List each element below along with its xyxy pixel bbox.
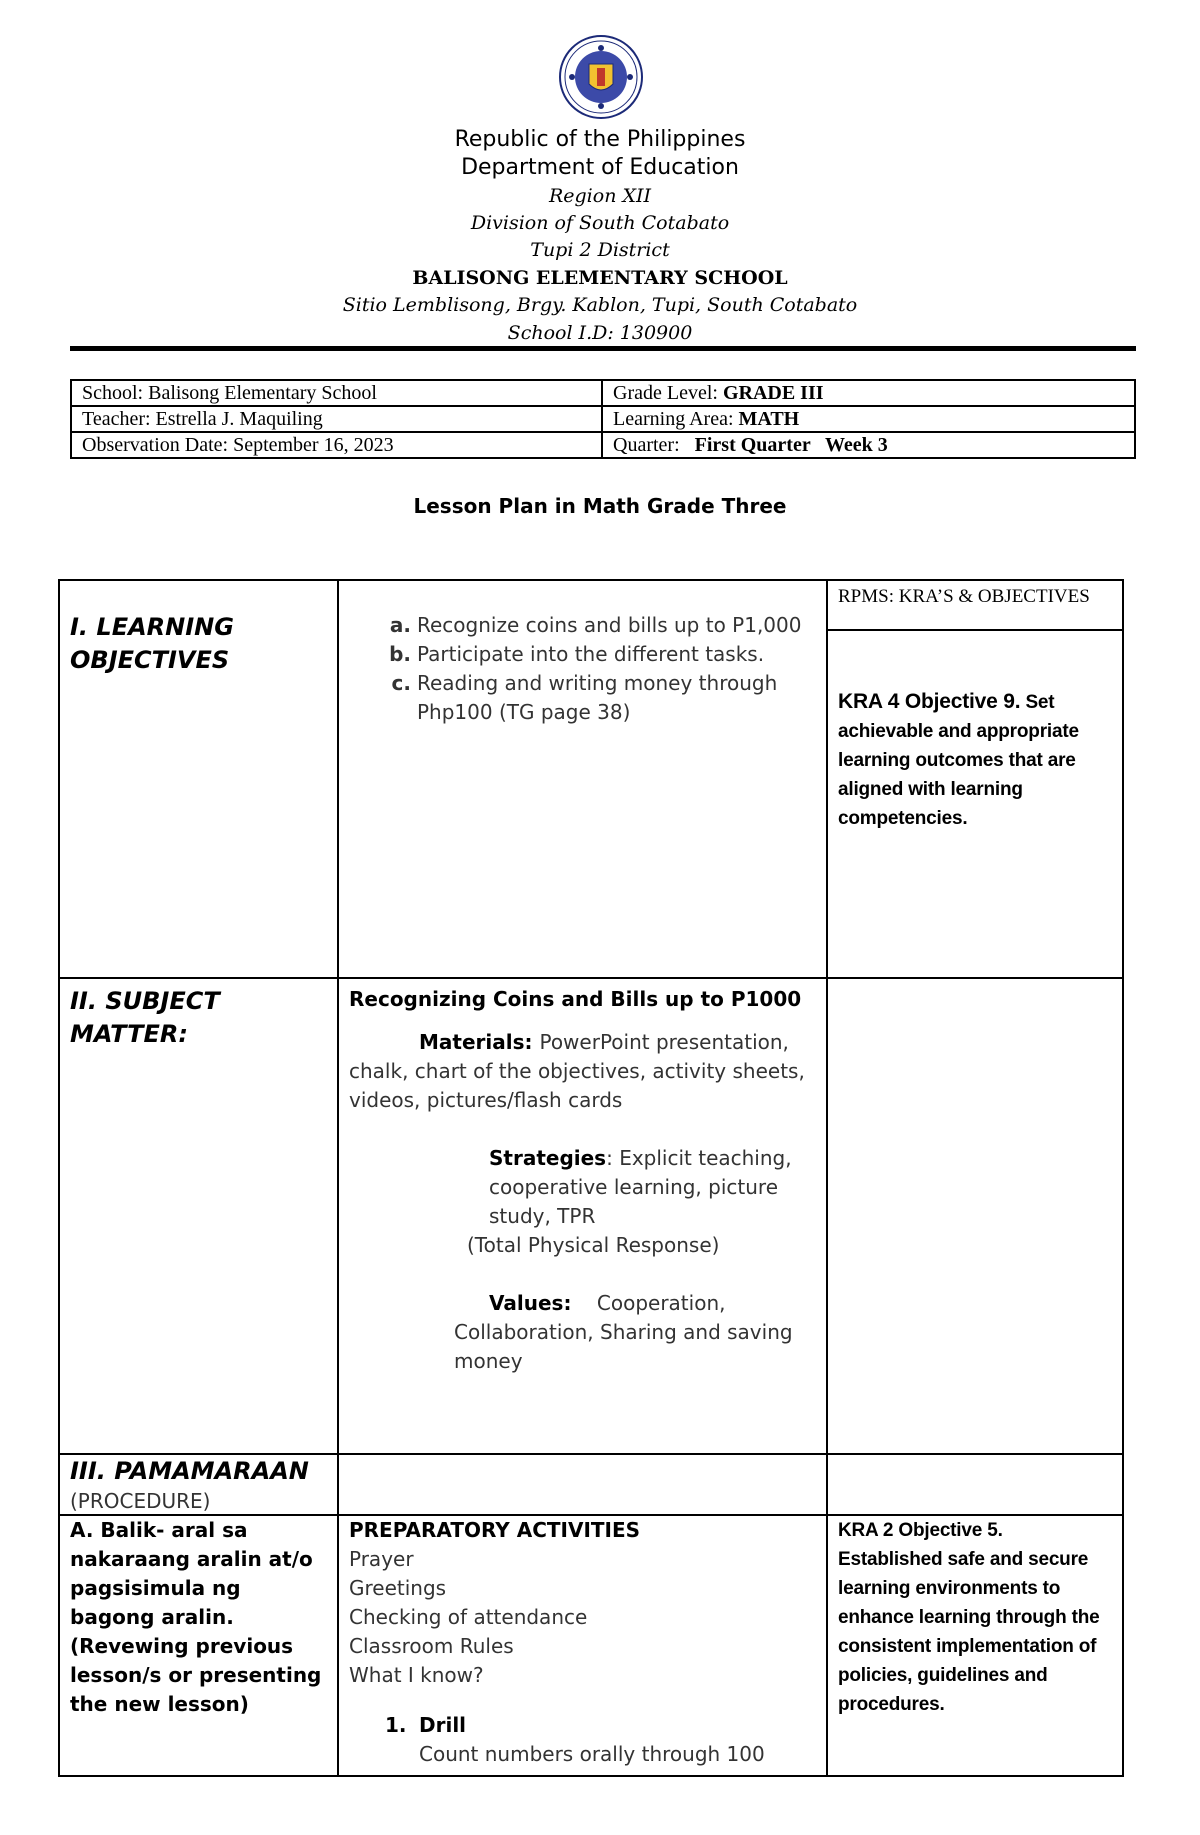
review-kra-body: Established safe and secure learning environments to enhance learning through the consistent implementation of policies, guidelines and procedures.	[838, 1549, 1100, 1715]
school-cell: School: Balisong Elementary School	[71, 380, 602, 406]
quarter-label: Quarter:	[613, 434, 695, 456]
rpms-heading-cell	[827, 580, 1123, 630]
grade-level-cell	[602, 380, 1135, 406]
review-kra-lead: KRA 2 Objective 5.	[838, 1520, 1003, 1541]
list-item-text: Reading and writing money through Php100 (TG page 38)	[417, 671, 778, 724]
strategies-note: (Total Physical Response)	[467, 1233, 720, 1257]
school-name: BALISONG ELEMENTARY SCHOOL	[412, 267, 788, 289]
subject-title: Recognizing Coins and Bills up to P1000	[349, 987, 802, 1011]
list-marker: a.	[389, 613, 411, 637]
review-kra-cell	[827, 1515, 1123, 1776]
plan-title: Lesson Plan in Math Grade Three	[413, 494, 787, 518]
review-label: A. Balik- aral sa nakaraang aralin at/o pagsisimula ng bagong aralin. (Revewing previous lesson/s or presenting the new lesson)	[70, 1518, 322, 1716]
subject-rpms-cell	[827, 978, 1123, 1454]
drill-marker: 1.	[385, 1713, 407, 1737]
rpms-heading: RPMS: KRA’S & OBJECTIVES	[838, 586, 1090, 607]
activity-item: Checking of attendance	[349, 1605, 588, 1629]
list-marker: c.	[391, 671, 411, 695]
activity-item: Greetings	[349, 1576, 447, 1600]
review-content-cell	[338, 1515, 827, 1776]
lesson-info-table	[70, 379, 1136, 459]
objectives-list-cell	[338, 580, 827, 978]
learning-area-cell	[602, 406, 1135, 432]
table-row	[71, 432, 1135, 458]
subject-heading: II. SUBJECT MATTER:	[70, 987, 220, 1048]
district-name: Tupi 2 District	[530, 239, 670, 261]
values-body: Cooperation, Collaboration, Sharing and saving money	[454, 1291, 793, 1373]
procedure-content-cell	[338, 1454, 827, 1515]
quarter-value: First Quarter Week 3	[694, 434, 888, 456]
list-item-text: Recognize coins and bills up to P1,000	[417, 613, 802, 637]
activity-item: What I know?	[349, 1663, 484, 1687]
activity-item: Classroom Rules	[349, 1634, 514, 1658]
list-item	[385, 640, 816, 669]
school-id: School I.D: 130900	[507, 322, 693, 344]
table-row	[59, 978, 1123, 1454]
procedure-heading: III. PAMAMARAAN	[70, 1457, 309, 1485]
department-name: Department of Education	[461, 155, 739, 180]
drill-title: Drill	[419, 1713, 467, 1737]
list-item-text: Participate into the different tasks.	[417, 642, 765, 666]
drill-text: Count numbers orally through 100	[419, 1742, 765, 1766]
division-name: Division of South Cotabato	[470, 212, 730, 234]
table-row	[59, 1515, 1123, 1776]
values-label: Values:	[489, 1291, 572, 1315]
kra-objective-cell	[827, 630, 1123, 978]
table-row	[59, 1454, 1123, 1515]
grade-level-label: Grade Level:	[613, 382, 723, 404]
learning-area-value: MATH	[738, 408, 800, 430]
strategies-text	[349, 1144, 816, 1231]
observation-date-cell: Observation Date: September 16, 2023	[71, 432, 602, 458]
preparatory-title: PREPARATORY ACTIVITIES	[349, 1518, 641, 1542]
list-item	[385, 669, 816, 727]
table-row	[59, 580, 1123, 630]
deped-seal-icon	[558, 34, 644, 120]
strategies-body: : Explicit teaching, cooperative learning, picture study, TPR	[489, 1146, 792, 1228]
kra-objective-body: Set achievable and appropriate learning outcomes that are aligned with learning competencies.	[838, 692, 1079, 829]
teacher-cell: Teacher: Estrella J. Maquiling	[71, 406, 602, 432]
kra-objective-lead: KRA 4 Objective 9.	[838, 690, 1021, 713]
strategies-label: Strategies	[489, 1146, 607, 1170]
materials-text	[279, 1028, 816, 1115]
values-text	[349, 1289, 816, 1376]
school-address: Sitio Lemblisong, Brgy. Kablon, Tupi, South Cotabato	[342, 294, 858, 316]
procedure-subheading: (PROCEDURE)	[70, 1489, 211, 1513]
country-name: Republic of the Philippines	[454, 127, 746, 152]
materials-body: PowerPoint presentation, chalk, chart of the objectives, activity sheets, videos, pictures/flash cards	[349, 1030, 805, 1112]
kra-objective-text	[838, 687, 1112, 833]
procedure-heading-cell	[59, 1454, 338, 1515]
grade-level-value: GRADE III	[722, 382, 824, 404]
drill-item	[349, 1711, 816, 1769]
quarter-cell	[602, 432, 1135, 458]
list-marker: b.	[389, 642, 411, 666]
header-divider	[70, 346, 1136, 351]
objectives-heading-cell	[59, 580, 338, 978]
procedure-rpms-cell	[827, 1454, 1123, 1515]
list-item	[385, 611, 816, 640]
activity-item: Prayer	[349, 1547, 414, 1571]
region-name: Region XII	[548, 185, 652, 207]
objectives-list	[385, 611, 816, 727]
table-row	[71, 380, 1135, 406]
subject-content-cell	[338, 978, 827, 1454]
review-kra-text	[838, 1516, 1112, 1719]
materials-label: Materials:	[419, 1030, 540, 1054]
objectives-heading: I. LEARNING OBJECTIVES	[70, 613, 234, 674]
lesson-plan-table	[58, 579, 1124, 1777]
learning-area-label: Learning Area:	[613, 408, 739, 430]
review-label-cell	[59, 1515, 338, 1776]
table-row	[71, 406, 1135, 432]
